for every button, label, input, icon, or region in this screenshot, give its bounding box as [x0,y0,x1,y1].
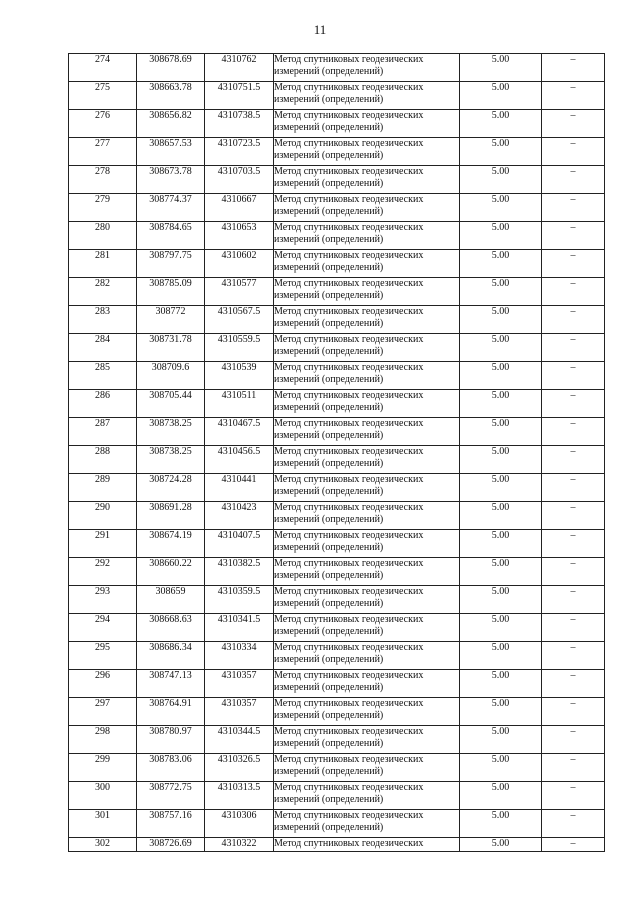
description-cell: – [542,54,605,82]
method-cell: Метод спутниковых геодезических измерений (определений) [274,586,460,614]
x-coordinate-cell: 308780.97 [137,726,205,754]
y-coordinate-cell: 4310577 [205,278,274,306]
accuracy-cell: 5.00 [460,54,542,82]
x-coordinate-cell: 308797.75 [137,250,205,278]
x-coordinate-cell: 308686.34 [137,642,205,670]
x-coordinate-cell: 308678.69 [137,54,205,82]
y-coordinate-cell: 4310313.5 [205,782,274,810]
method-cell: Метод спутниковых геодезических измерений (определений) [274,502,460,530]
x-coordinate-cell: 308772 [137,306,205,334]
description-cell: – [542,390,605,418]
method-cell: Метод спутниковых геодезических измерений (определений) [274,754,460,782]
x-coordinate-cell: 308757.16 [137,810,205,838]
x-coordinate-cell: 308709.6 [137,362,205,390]
accuracy-cell: 5.00 [460,194,542,222]
point-number-cell: 285 [69,362,137,390]
x-coordinate-cell: 308783.06 [137,754,205,782]
method-cell: Метод спутниковых геодезических измерений (определений) [274,390,460,418]
method-cell: Метод спутниковых геодезических измерений (определений) [274,782,460,810]
y-coordinate-cell: 4310322 [205,838,274,852]
accuracy-cell: 5.00 [460,838,542,852]
method-cell: Метод спутниковых геодезических измерений (определений) [274,110,460,138]
point-number-cell: 274 [69,54,137,82]
description-cell: – [542,726,605,754]
method-cell: Метод спутниковых геодезических измерений (определений) [274,54,460,82]
table-row [69,446,605,474]
accuracy-cell: 5.00 [460,222,542,250]
table-row [69,194,605,222]
x-coordinate-cell: 308724.28 [137,474,205,502]
x-coordinate-cell: 308691.28 [137,502,205,530]
method-cell: Метод спутниковых геодезических измерений (определений) [274,670,460,698]
x-coordinate-cell: 308774.37 [137,194,205,222]
x-coordinate-cell: 308663.78 [137,82,205,110]
method-cell: Метод спутниковых геодезических измерений (определений) [274,642,460,670]
accuracy-cell: 5.00 [460,418,542,446]
table-row [69,810,605,838]
description-cell: – [542,670,605,698]
point-number-cell: 284 [69,334,137,362]
method-cell: Метод спутниковых геодезических измерений (определений) [274,166,460,194]
y-coordinate-cell: 4310357 [205,698,274,726]
description-cell: – [542,502,605,530]
point-number-cell: 294 [69,614,137,642]
point-number-cell: 288 [69,446,137,474]
y-coordinate-cell: 4310667 [205,194,274,222]
method-cell: Метод спутниковых геодезических измерений (определений) [274,558,460,586]
description-cell: – [542,754,605,782]
table-row [69,82,605,110]
point-number-cell: 276 [69,110,137,138]
table-row [69,362,605,390]
method-cell: Метод спутниковых геодезических [274,838,460,852]
y-coordinate-cell: 4310359.5 [205,586,274,614]
table-row [69,586,605,614]
accuracy-cell: 5.00 [460,586,542,614]
x-coordinate-cell: 308726.69 [137,838,205,852]
description-cell: – [542,642,605,670]
point-number-cell: 286 [69,390,137,418]
x-coordinate-cell: 308747.13 [137,670,205,698]
x-coordinate-cell: 308738.25 [137,418,205,446]
y-coordinate-cell: 4310334 [205,642,274,670]
page-number: 11 [313,22,327,37]
table-row [69,614,605,642]
method-cell: Метод спутниковых геодезических измерений (определений) [274,334,460,362]
description-cell: – [542,586,605,614]
point-number-cell: 292 [69,558,137,586]
y-coordinate-cell: 4310326.5 [205,754,274,782]
method-cell: Метод спутниковых геодезических измерений (определений) [274,810,460,838]
table-row [69,138,605,166]
accuracy-cell: 5.00 [460,250,542,278]
description-cell: – [542,110,605,138]
y-coordinate-cell: 4310441 [205,474,274,502]
y-coordinate-cell: 4310653 [205,222,274,250]
table-row [69,754,605,782]
accuracy-cell: 5.00 [460,474,542,502]
y-coordinate-cell: 4310511 [205,390,274,418]
x-coordinate-cell: 308731.78 [137,334,205,362]
y-coordinate-cell: 4310357 [205,670,274,698]
method-cell: Метод спутниковых геодезических измерений (определений) [274,530,460,558]
y-coordinate-cell: 4310762 [205,54,274,82]
point-number-cell: 281 [69,250,137,278]
point-number-cell: 279 [69,194,137,222]
point-number-cell: 277 [69,138,137,166]
method-cell: Метод спутниковых геодезических измерений (определений) [274,222,460,250]
accuracy-cell: 5.00 [460,446,542,474]
point-number-cell: 291 [69,530,137,558]
point-number-cell: 287 [69,418,137,446]
point-number-cell: 283 [69,306,137,334]
x-coordinate-cell: 308656.82 [137,110,205,138]
table-row [69,334,605,362]
y-coordinate-cell: 4310703.5 [205,166,274,194]
accuracy-cell: 5.00 [460,810,542,838]
description-cell: – [542,614,605,642]
table-row [69,166,605,194]
point-number-cell: 296 [69,670,137,698]
method-cell: Метод спутниковых геодезических измерений (определений) [274,278,460,306]
table-row [69,390,605,418]
accuracy-cell: 5.00 [460,558,542,586]
y-coordinate-cell: 4310407.5 [205,530,274,558]
point-number-cell: 302 [69,838,137,852]
x-coordinate-cell: 308673.78 [137,166,205,194]
point-number-cell: 299 [69,754,137,782]
accuracy-cell: 5.00 [460,390,542,418]
point-number-cell: 289 [69,474,137,502]
y-coordinate-cell: 4310423 [205,502,274,530]
method-cell: Метод спутниковых геодезических измерений (определений) [274,306,460,334]
description-cell: – [542,530,605,558]
table-row [69,54,605,82]
y-coordinate-cell: 4310751.5 [205,82,274,110]
x-coordinate-cell: 308738.25 [137,446,205,474]
description-cell: – [542,82,605,110]
table-row [69,418,605,446]
point-number-cell: 297 [69,698,137,726]
table-row [69,530,605,558]
point-number-cell: 278 [69,166,137,194]
description-cell: – [542,838,605,852]
accuracy-cell: 5.00 [460,698,542,726]
y-coordinate-cell: 4310467.5 [205,418,274,446]
description-cell: – [542,782,605,810]
accuracy-cell: 5.00 [460,166,542,194]
accuracy-cell: 5.00 [460,754,542,782]
y-coordinate-cell: 4310559.5 [205,334,274,362]
accuracy-cell: 5.00 [460,642,542,670]
accuracy-cell: 5.00 [460,670,542,698]
point-number-cell: 293 [69,586,137,614]
y-coordinate-cell: 4310539 [205,362,274,390]
method-cell: Метод спутниковых геодезических измерений (определений) [274,362,460,390]
description-cell: – [542,166,605,194]
description-cell: – [542,334,605,362]
method-cell: Метод спутниковых геодезических измерений (определений) [274,82,460,110]
x-coordinate-cell: 308657.53 [137,138,205,166]
x-coordinate-cell: 308764.91 [137,698,205,726]
x-coordinate-cell: 308784.65 [137,222,205,250]
point-number-cell: 301 [69,810,137,838]
point-number-cell: 275 [69,82,137,110]
method-cell: Метод спутниковых геодезических измерений (определений) [274,418,460,446]
description-cell: – [542,194,605,222]
y-coordinate-cell: 4310456.5 [205,446,274,474]
table-row [69,782,605,810]
description-cell: – [542,810,605,838]
description-cell: – [542,418,605,446]
description-cell: – [542,474,605,502]
point-number-cell: 282 [69,278,137,306]
accuracy-cell: 5.00 [460,138,542,166]
method-cell: Метод спутниковых геодезических измерений (определений) [274,614,460,642]
table-row [69,670,605,698]
accuracy-cell: 5.00 [460,362,542,390]
accuracy-cell: 5.00 [460,334,542,362]
point-number-cell: 300 [69,782,137,810]
x-coordinate-cell: 308674.19 [137,530,205,558]
y-coordinate-cell: 4310344.5 [205,726,274,754]
table-row [69,306,605,334]
y-coordinate-cell: 4310306 [205,810,274,838]
accuracy-cell: 5.00 [460,306,542,334]
table-row [69,558,605,586]
method-cell: Метод спутниковых геодезических измерений (определений) [274,726,460,754]
table-row [69,642,605,670]
x-coordinate-cell: 308660.22 [137,558,205,586]
description-cell: – [542,698,605,726]
point-number-cell: 295 [69,642,137,670]
accuracy-cell: 5.00 [460,110,542,138]
method-cell: Метод спутниковых геодезических измерений (определений) [274,138,460,166]
accuracy-cell: 5.00 [460,782,542,810]
description-cell: – [542,250,605,278]
table-row [69,726,605,754]
x-coordinate-cell: 308668.63 [137,614,205,642]
accuracy-cell: 5.00 [460,530,542,558]
y-coordinate-cell: 4310341.5 [205,614,274,642]
table-row [69,502,605,530]
accuracy-cell: 5.00 [460,726,542,754]
accuracy-cell: 5.00 [460,278,542,306]
point-number-cell: 298 [69,726,137,754]
description-cell: – [542,222,605,250]
point-number-cell: 290 [69,502,137,530]
table-row [69,838,605,852]
accuracy-cell: 5.00 [460,614,542,642]
description-cell: – [542,362,605,390]
accuracy-cell: 5.00 [460,82,542,110]
method-cell: Метод спутниковых геодезических измерений (определений) [274,446,460,474]
y-coordinate-cell: 4310382.5 [205,558,274,586]
method-cell: Метод спутниковых геодезических измерений (определений) [274,474,460,502]
table-row [69,474,605,502]
x-coordinate-cell: 308785.09 [137,278,205,306]
table-row [69,250,605,278]
x-coordinate-cell: 308772.75 [137,782,205,810]
table-row [69,110,605,138]
description-cell: – [542,138,605,166]
table-row [69,278,605,306]
description-cell: – [542,278,605,306]
table-row [69,698,605,726]
method-cell: Метод спутниковых геодезических измерений (определений) [274,250,460,278]
method-cell: Метод спутниковых геодезических измерений (определений) [274,194,460,222]
y-coordinate-cell: 4310738.5 [205,110,274,138]
y-coordinate-cell: 4310602 [205,250,274,278]
y-coordinate-cell: 4310567.5 [205,306,274,334]
table-row [69,222,605,250]
description-cell: – [542,558,605,586]
y-coordinate-cell: 4310723.5 [205,138,274,166]
description-cell: – [542,446,605,474]
point-number-cell: 280 [69,222,137,250]
x-coordinate-cell: 308705.44 [137,390,205,418]
table-body [69,54,605,852]
method-cell: Метод спутниковых геодезических измерений (определений) [274,698,460,726]
x-coordinate-cell: 308659 [137,586,205,614]
accuracy-cell: 5.00 [460,502,542,530]
description-cell: – [542,306,605,334]
coordinates-table [68,53,605,852]
